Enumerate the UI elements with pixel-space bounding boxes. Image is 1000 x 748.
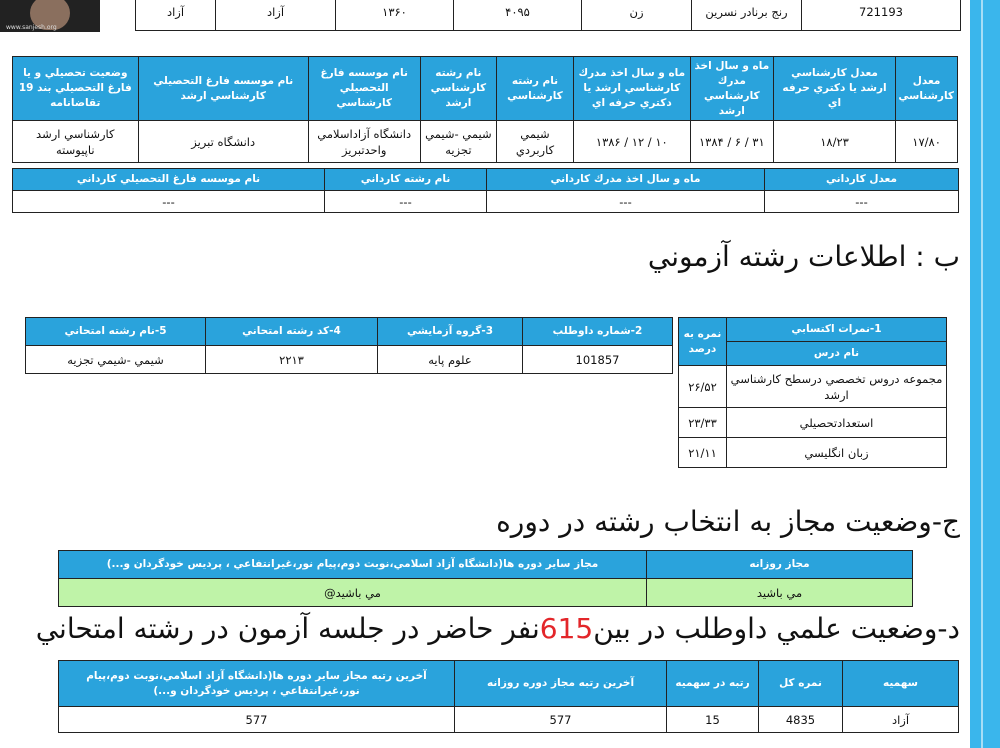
value-total-score: 4835 xyxy=(759,707,843,733)
header-percent: نمره به درصد xyxy=(679,318,727,366)
header-course-name: نام درس xyxy=(727,342,947,366)
header-bachelor-university: نام موسسه فارغ التحصيلي كارشناسي xyxy=(308,57,420,121)
grade-course: مجموعه دروس تخصصي درسطح كارشناسي ارشد xyxy=(727,366,947,408)
header-associate-gpa: معدل كارداني xyxy=(765,169,959,191)
grade-course: زبان انگليسي xyxy=(727,438,947,468)
header-status: وضعيت تحصيلي و يا فارغ التحصيلي بند 19 تقاضانامه xyxy=(13,57,139,121)
header-bachelor-gpa: معدل كارشناسي xyxy=(896,57,958,121)
header-master-university: نام موسسه فارغ التحصيلي كارشناسي ارشد xyxy=(138,57,308,121)
header-exam-field-name: 5-نام رشته امتحاني xyxy=(26,318,206,346)
header-other-periods: مجاز ساير دوره ها(دانشگاه آزاد اسلامي،نوبت دوم،پيام نور،غيرانتفاعي ، پرديس خودگردان و...) xyxy=(59,551,647,579)
associate-info-table xyxy=(12,168,959,213)
header-last-rank-other: آخرين رتبه مجاز ساير دوره ها(دانشگاه آزاد اسلامي،نوبت دوم،پيام نور،غيرانتفاعي ، پرديس خودگردان و...) xyxy=(59,661,455,707)
applicant-info-table xyxy=(135,0,961,31)
grade-score: ۲۳/۳۳ xyxy=(679,408,727,438)
value-master-field: شيمي -شيمي تجزيه xyxy=(420,121,497,163)
header-associate-date: ماه و سال اخذ مدرك كارداني xyxy=(487,169,765,191)
top-cell-3: زن xyxy=(582,0,692,30)
value-master-university: دانشگاه تبريز xyxy=(138,121,308,163)
exam-info-table xyxy=(25,317,673,374)
top-cell-1: 721193 xyxy=(802,0,961,30)
value-master-gpa: ۱۸/۲۳ xyxy=(773,121,895,163)
value-associate-date: --- xyxy=(487,191,765,213)
value-associate-university: --- xyxy=(13,191,325,213)
value-associate-gpa: --- xyxy=(765,191,959,213)
value-candidate-number: 101857 xyxy=(523,346,673,374)
top-cell-4: ۴۰۹۵ xyxy=(454,0,582,30)
top-cell-7: آزاد xyxy=(136,0,216,30)
value-daytime: مي باشيد xyxy=(647,579,913,607)
top-cell-2: رنج برنادر نسرين xyxy=(692,0,802,30)
applicant-photo xyxy=(0,0,100,32)
header-master-field: نام رشته كارشناسي ارشد xyxy=(420,57,497,121)
header-master-date: ماه و سال اخذ مدرك كارشناسي ارشد يا دكتري حرفه اي xyxy=(573,57,690,121)
value-bachelor-date: ۳۱ / ۶ / ۱۳۸۴ xyxy=(690,121,773,163)
section-c-title: ج-وضعيت مجاز به انتخاب رشته در دوره xyxy=(496,505,960,538)
grade-score: ۲۱/۱۱ xyxy=(679,438,727,468)
value-last-rank-daytime: 577 xyxy=(455,707,667,733)
value-status: كارشناسي ارشد ناپيوسته xyxy=(13,121,139,163)
section-d-title-part2: نفر حاضر در جلسه آزمون در رشته امتحاني xyxy=(35,612,540,645)
value-associate-field: --- xyxy=(325,191,487,213)
header-bachelor-date: ماه و سال اخذ مدرك كارشناسي ارشد xyxy=(690,57,773,121)
value-bachelor-university: دانشگاه آزاداسلامي واحدتبريز xyxy=(308,121,420,163)
header-quota: سهميه xyxy=(843,661,959,707)
rank-status-table xyxy=(58,660,959,733)
value-master-date: ۱۰ / ۱۲ / ۱۳۸۶ xyxy=(573,121,690,163)
value-quota-rank: 15 xyxy=(667,707,759,733)
top-cell-5: ۱۳۶۰ xyxy=(336,0,454,30)
participant-count: 615 xyxy=(539,612,594,645)
header-associate-university: نام موسسه فارغ التحصيلي كارداني xyxy=(13,169,325,191)
section-d-title-part1: د-وضعيت علمي داوطلب در بين xyxy=(593,612,960,645)
header-master-gpa: معدل كارشناسي ارشد يا دكتري حرفه اي xyxy=(773,57,895,121)
value-last-rank-other: 577 xyxy=(59,707,455,733)
value-exam-field-name: شيمي -شيمي تجزيه xyxy=(26,346,206,374)
header-exam-group: 3-گروه آزمايشي xyxy=(378,318,523,346)
degree-info-table xyxy=(12,56,958,163)
photo-caption: www.sanjesh.org xyxy=(6,24,57,31)
header-total-score: نمره كل xyxy=(759,661,843,707)
value-other-periods: مي باشيد@ xyxy=(59,579,647,607)
header-associate-field: نام رشته كارداني xyxy=(325,169,487,191)
header-last-rank-daytime: آخرين رتبه مجاز دوره روزانه xyxy=(455,661,667,707)
admission-status-table xyxy=(58,550,913,607)
side-scrollbar[interactable] xyxy=(970,0,1000,748)
header-exam-field-code: 4-كد رشته امتحاني xyxy=(206,318,378,346)
value-bachelor-gpa: ۱۷/۸۰ xyxy=(896,121,958,163)
value-quota: آزاد xyxy=(843,707,959,733)
header-quota-rank: رتبه در سهميه xyxy=(667,661,759,707)
side-scrollbar-track xyxy=(981,0,983,748)
grades-table xyxy=(678,317,947,468)
header-bachelor-field: نام رشته كارشناسي xyxy=(497,57,574,121)
grade-score: ۲۶/۵۲ xyxy=(679,366,727,408)
header-daytime: مجاز روزانه xyxy=(647,551,913,579)
value-bachelor-field: شيمي كاربردي xyxy=(497,121,574,163)
header-grades: 1-نمرات اكتسابي xyxy=(727,318,947,342)
value-exam-field-code: ۲۲۱۳ xyxy=(206,346,378,374)
grade-course: استعدادتحصيلي xyxy=(727,408,947,438)
section-d-title xyxy=(36,612,960,645)
top-cell-6: آزاد xyxy=(216,0,336,30)
section-b-title: ب : اطلاعات رشته آزموني xyxy=(647,240,960,273)
header-candidate-number: 2-شماره داوطلب xyxy=(523,318,673,346)
value-exam-group: علوم پايه xyxy=(378,346,523,374)
